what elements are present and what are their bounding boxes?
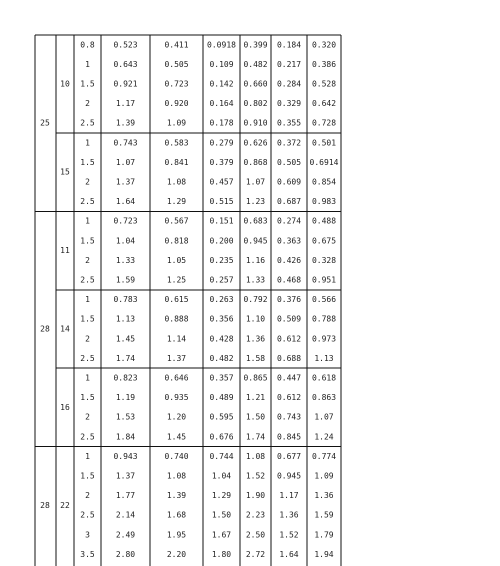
table-cell: 1.74 (245, 432, 266, 442)
table-cell: 1.58 (245, 353, 266, 363)
table-cell: 1.04 (115, 236, 136, 246)
table-cell: 0.468 (276, 275, 302, 285)
table-cell: 1.39 (166, 491, 187, 501)
table-cell: 1.04 (211, 471, 232, 481)
subgroup-label: 11 (60, 246, 70, 256)
table-cell: 0.489 (209, 393, 234, 403)
table-cell: 1.33 (115, 255, 136, 265)
table-cell: 0.792 (243, 295, 268, 305)
table-cell: 1.20 (166, 412, 187, 422)
table-cell: 2.5 (80, 510, 95, 520)
table-cell: 0.505 (276, 157, 302, 167)
table-cell: 0.615 (164, 295, 189, 305)
table-cell: 0.505 (164, 59, 189, 69)
table-cell: 0.854 (311, 177, 337, 187)
table-cell: 0.888 (164, 314, 189, 324)
table-cell: 1.37 (115, 471, 136, 481)
table-cell: 0.355 (276, 118, 302, 128)
table-cell: 1.64 (115, 197, 136, 207)
table-cell: 1.09 (314, 471, 334, 481)
table-cell: 1.21 (245, 393, 266, 403)
table-cell: 0.257 (209, 275, 234, 285)
table-cell: 1.5 (80, 471, 95, 481)
table-cell: 0.675 (311, 236, 337, 246)
table-cell: 0.863 (311, 393, 337, 403)
table-cell: 2 (85, 255, 90, 265)
table-cell: 1.25 (166, 275, 187, 285)
table-cell: 1.29 (166, 197, 187, 207)
table-cell: 1.5 (80, 236, 95, 246)
table-cell: 1.23 (245, 197, 266, 207)
table-cell: 0.184 (276, 40, 302, 50)
table-cell: 0.642 (311, 99, 337, 109)
table-cell: 2 (85, 177, 90, 187)
table-cell: 1.64 (279, 549, 299, 559)
table-cell: 1.36 (314, 491, 334, 501)
table-cell: 0.723 (164, 79, 189, 89)
table-cell: 0.744 (209, 451, 234, 461)
table-cell: 0.921 (113, 79, 138, 89)
subgroup-label: 22 (60, 500, 70, 510)
table-cell: 0.609 (276, 177, 302, 187)
table-cell: 0.943 (113, 451, 138, 461)
table-cell: 0.823 (113, 373, 138, 383)
table-cell: 0.523 (113, 40, 138, 50)
table-cell: 0.818 (164, 236, 189, 246)
table-cell: 0.945 (243, 236, 268, 246)
table-cell: 0.567 (164, 216, 189, 226)
table-cell: 0.868 (243, 157, 268, 167)
group-label: 28 (40, 500, 50, 510)
table-cell: 0.328 (311, 255, 337, 265)
table-cell: 0.515 (209, 197, 234, 207)
table-cell: 0.263 (209, 295, 234, 305)
table-cell: 2 (85, 491, 90, 501)
table-cell: 1.53 (115, 412, 136, 422)
table-cell: 1.90 (245, 491, 266, 501)
table-cell: 1 (85, 451, 90, 461)
table-cell: 0.677 (276, 451, 302, 461)
table-cell: 0.612 (276, 334, 302, 344)
table-cell: 0.457 (209, 177, 234, 187)
table-cell: 0.676 (209, 432, 234, 442)
table-cell: 1.13 (314, 353, 334, 363)
table-cell: 0.151 (209, 216, 234, 226)
table-cell: 0.509 (276, 314, 302, 324)
table-cell: 0.802 (243, 99, 268, 109)
subgroup-label: 16 (60, 402, 70, 412)
table-cell: 0.8 (80, 40, 95, 50)
table-cell: 2.5 (80, 432, 95, 442)
table-cell: 2.5 (80, 118, 95, 128)
table-cell: 1.74 (115, 353, 136, 363)
table-cell: 2.20 (166, 549, 187, 559)
subgroup-label: 14 (60, 324, 70, 334)
table-cell: 0.845 (276, 432, 302, 442)
table-cell: 0.660 (243, 79, 268, 89)
table-cell: 2.5 (80, 353, 95, 363)
table-cell: 0.595 (209, 412, 234, 422)
table-cell: 0.447 (276, 373, 302, 383)
table-cell: 1.59 (115, 275, 136, 285)
table-cell: 0.379 (209, 157, 234, 167)
table-cell: 0.788 (311, 314, 337, 324)
table-cell: 1.08 (245, 451, 266, 461)
table-cell: 1.07 (245, 177, 266, 187)
table-cell: 0.109 (209, 59, 234, 69)
table-cell: 0.643 (113, 59, 138, 69)
table-cell: 0.357 (209, 373, 234, 383)
table-cell: 2 (85, 99, 90, 109)
table-cell: 0.973 (311, 334, 337, 344)
table-cell: 0.178 (209, 118, 234, 128)
table-cell: 2 (85, 334, 90, 344)
table-cell: 0.683 (243, 216, 268, 226)
table-cell: 0.142 (209, 79, 234, 89)
table-cell: 1 (85, 138, 90, 148)
table-cell: 0.279 (209, 138, 234, 148)
group-label: 28 (40, 324, 50, 334)
table-cell: 0.688 (276, 353, 302, 363)
table-cell: 1.5 (80, 157, 95, 167)
table-cell: 1.79 (314, 530, 334, 540)
table-cell: 1.67 (211, 530, 232, 540)
table-cell: 2.49 (115, 530, 136, 540)
subgroup-label: 15 (60, 167, 70, 177)
table-cell: 0.618 (311, 373, 337, 383)
table-cell: 0.740 (164, 451, 189, 461)
table-cell: 0.583 (164, 138, 189, 148)
table-cell: 1.50 (245, 412, 266, 422)
table-cell: 3 (85, 530, 90, 540)
table-cell: 0.488 (311, 216, 337, 226)
table-cell: 1 (85, 216, 90, 226)
table-cell: 0.411 (164, 40, 189, 50)
table-cell: 0.841 (164, 157, 189, 167)
group-label: 25 (40, 118, 50, 128)
table-cell: 1.45 (115, 334, 136, 344)
table-cell: 1.19 (115, 393, 136, 403)
table-cell: 1.07 (314, 412, 334, 422)
table-cell: 1.52 (279, 530, 299, 540)
table-cell: 1.95 (166, 530, 187, 540)
table-cell: 1.17 (279, 491, 299, 501)
table-cell: 0.728 (311, 118, 337, 128)
table-cell: 1.05 (166, 255, 187, 265)
table-cell: 0.200 (209, 236, 234, 246)
table-cell: 0.426 (276, 255, 302, 265)
table-cell: 2.50 (245, 530, 266, 540)
table-cell: 0.626 (243, 138, 268, 148)
table-cell: 1.36 (245, 334, 266, 344)
table-cell: 2.14 (115, 510, 136, 520)
table-cell: 3.5 (80, 549, 95, 559)
table-cell: 1 (85, 373, 90, 383)
table-cell: 1.08 (166, 471, 187, 481)
table-cell: 2 (85, 412, 90, 422)
table-cell: 0.910 (243, 118, 268, 128)
table-cell: 0.951 (311, 275, 337, 285)
table-cell: 1.5 (80, 79, 95, 89)
table-cell: 1.16 (245, 255, 266, 265)
table-cell: 1.77 (115, 491, 136, 501)
table-cell: 1.08 (166, 177, 187, 187)
table-cell: 0.274 (276, 216, 302, 226)
table-cell: 2.72 (245, 549, 266, 559)
table-cell: 0.743 (276, 412, 302, 422)
table-cell: 1.13 (115, 314, 136, 324)
table-cell: 0.164 (209, 99, 234, 109)
table-cell: 1.52 (245, 471, 266, 481)
table-cell: 0.566 (311, 295, 337, 305)
table-cell: 0.320 (311, 40, 337, 50)
table-cell: 0.783 (113, 295, 138, 305)
table-cell: 1.17 (115, 99, 136, 109)
table-cell: 1.37 (166, 353, 187, 363)
table-cell: 1.5 (80, 393, 95, 403)
table-cell: 0.935 (164, 393, 189, 403)
subgroup-label: 10 (60, 79, 70, 89)
table-cell: 1.36 (279, 510, 299, 520)
table-cell: 0.372 (276, 138, 302, 148)
table-cell: 1.39 (115, 118, 136, 128)
table-cell: 0.646 (164, 373, 189, 383)
table-cell: 1.5 (80, 314, 95, 324)
table-cell: 0.482 (209, 353, 234, 363)
table-cell: 0.482 (243, 59, 268, 69)
table-cell: 0.687 (276, 197, 302, 207)
table-cell: 0.774 (311, 451, 337, 461)
table-cell: 1.29 (211, 491, 232, 501)
table-cell: 0.284 (276, 79, 302, 89)
table-cell: 0.983 (311, 197, 337, 207)
table-cell: 0.428 (209, 334, 234, 344)
table-cell: 1.33 (245, 275, 266, 285)
table-cell: 1.45 (166, 432, 187, 442)
table-cell: 1.94 (314, 549, 334, 559)
table-cell: 0.865 (243, 373, 268, 383)
table-cell: 0.217 (276, 59, 302, 69)
table-cell: 0.723 (113, 216, 138, 226)
table-cell: 0.743 (113, 138, 138, 148)
table-cell: 1.59 (314, 510, 334, 520)
table-cell: 2.5 (80, 197, 95, 207)
table-cell: 0.235 (209, 255, 234, 265)
table-cell: 0.363 (276, 236, 302, 246)
table-cell: 1.37 (115, 177, 136, 187)
table-cell: 1.14 (166, 334, 187, 344)
table-cell: 1.80 (211, 549, 232, 559)
table-cell: 0.501 (311, 138, 337, 148)
table-cell: 0.376 (276, 295, 302, 305)
table-cell: 2.23 (245, 510, 266, 520)
table-cell: 0.329 (276, 99, 302, 109)
table-cell: 2.5 (80, 275, 95, 285)
table-cell: 0.528 (311, 79, 337, 89)
table-cell: 0.399 (243, 40, 268, 50)
table-cell: 0.0918 (207, 40, 236, 50)
table-cell: 0.945 (276, 471, 302, 481)
table-cell: 2.80 (115, 549, 136, 559)
table-cell: 1.10 (245, 314, 266, 324)
table-cell: 0.6914 (309, 157, 339, 167)
table-cell: 1.09 (166, 118, 187, 128)
table-cell: 0.920 (164, 99, 189, 109)
table-cell: 1 (85, 295, 90, 305)
table-cell: 1.84 (115, 432, 136, 442)
table-cell: 1 (85, 59, 90, 69)
table-cell: 1.07 (115, 157, 136, 167)
table-cell: 0.612 (276, 393, 302, 403)
table-cell: 0.386 (311, 59, 337, 69)
table-cell: 1.68 (166, 510, 187, 520)
table-cell: 1.24 (314, 432, 334, 442)
table-cell: 1.50 (211, 510, 232, 520)
table-cell: 0.356 (209, 314, 234, 324)
